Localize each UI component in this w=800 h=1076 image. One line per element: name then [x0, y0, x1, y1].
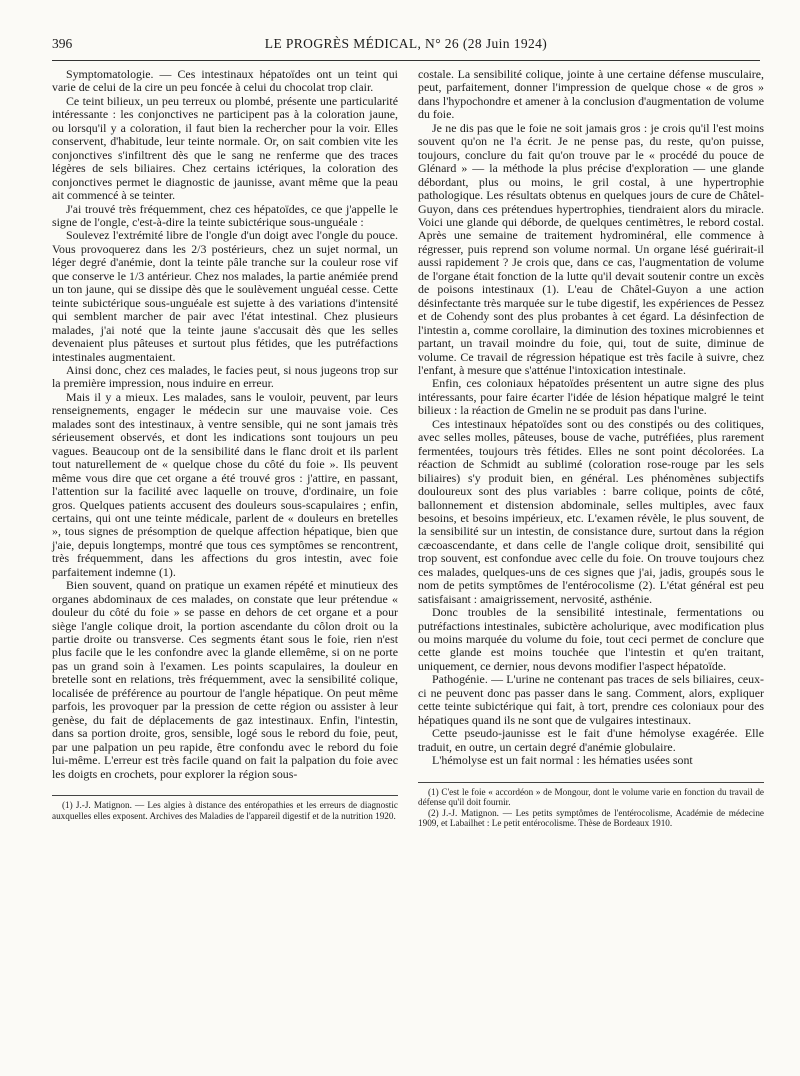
paragraph: L'hémolyse est un fait normal : les hématies usées sont	[432, 753, 693, 768]
paragraph: Bien souvent, quand on pratique un examen répété et minutieux des organes abdominaux de ces malades, on constate que leur prétendue « douleur du côté du foie » se passe en dehors de cet organe et a pour siège l'angle colique droit, la portion ascendante du côlon droit ou la partie droite ou transverse. Ces segments étant sous le foie, rien n'est plus facile que le les confondre avec la glande ellemême, si on ne porte pas un grand soin à l'examen. Les points scapulaires, la douleur en bretelle sont en relations, très fréquemment, avec la sensibilité colique, localisée de préférence au pourtour de l'angle hépatique. On peut même parfois, les provoquer par la pression de cette région ou assister à leur genèse, du fait de déplacements de gaz intestinaux. Enfin, l'intestin, dans sa portion droite, gros, sensible, logé sous le rebord du foie, peut, par une palpation un peu rapide, être confondu avec le rebord du foie lui-même. L'erreur est très facile quand on fait la palpation du foie avec les doigts en crochets, pour explorer la région sous-	[52, 578, 398, 781]
paragraph: Ainsi donc, chez ces malades, le facies peut, si nous jugeons trop sur la première impression, nous induire en erreur.	[52, 362, 398, 391]
paragraph: Enfin, ces coloniaux hépatoïdes présentent un autre signe des plus intéressants, pour faire écarter l'idée de lésion hépatique malgré le teint bilieux : la réaction de Gmelin ne se produit pas dans l'urine.	[418, 376, 764, 418]
right-column	[418, 68, 764, 829]
paragraph: J'ai trouvé très fréquemment, chez ces hépatoïdes, ce que j'appelle le signe de l'ongle, c'est-à-dire la teinte subictérique sous-unguéale :	[52, 201, 398, 229]
paragraph: Symptomatologie. — Ces intestinaux hépatoïdes ont un teint qui varie de celui de la cire un peu foncée à celui du chocolat trop clair.	[52, 67, 398, 95]
running-title: LE PROGRÈS MÉDICAL, N° 26 (28 Juin 1924)	[264, 36, 548, 51]
paragraph: Donc troubles de la sensibilité intestinale, fermentations ou putréfactions intestinales, subictère acholurique, avec modification plus ou moins marquée du volume du foie, tout ceci permet de conclure que cette glande est moins touchée que l'intestin et qu'en traitant, uniquement, ce dernier, nous devons modifier l'aspect hépatoïde.	[418, 605, 764, 673]
header-rule	[52, 60, 760, 61]
footnote: (2) J.-J. Matignon. — Les petits symptômes de l'entérocolisme, Académie de médecine 1909, et Labailhet : Le petit entérocolisme. Thèse de Bordeaux 1910.	[418, 807, 764, 829]
article-body	[52, 68, 764, 829]
footnote: (1) C'est le foie « accordéon » de Mongour, dont le volume varie en fonction du travail de défense qu'il doit fournir.	[418, 786, 764, 808]
footnotes	[52, 795, 398, 821]
left-column	[52, 68, 398, 829]
paragraph: Ces intestinaux hépatoïdes sont ou des constipés ou des colitiques, avec selles molles, pâteuses, bouse de vache, putréfiées, plus rarement fermentées, toujours très fétides. Elles ne sont point décolorées. La réaction de Schmidt au sublimé (coloration rose-rouge par les sels biliaires) s'y produit bien, en général. Les phénomènes subjectifs douloureux sont des plus variables : barre colique, points de côté, ballonnement et distension abdominale, selles multiples, avec faux besoins, et besoins impérieux, etc. L'examen révèle, le plus souvent, de la sensibilité sur un intestin, de consistance dure, surtout dans la région cæcoascendante, et dans celle de l'angle colique droit, sensibilité qui trop souvent, est confondue avec celle du foie. On trouve toujours chez ces malades, quelques-uns de ces signes que j'ai, jadis, groupés sous le nom de petits symptômes de l'entérocolisme (2). L'état général est peu satisfaisant : amaigrissement, nervosité, asthénie.	[418, 416, 764, 606]
page-number: 396	[52, 36, 73, 51]
paragraph: costale. La sensibilité colique, jointe à une certaine défense musculaire, peut, parfaitement, donner l'impression de quelque chose « de gros » dans l'hypochondre et amener à la conclusion d'augmentation de volume du foie.	[418, 67, 764, 122]
paragraph: Pathogénie. — L'urine ne contenant pas traces de sels biliaires, ceux-ci ne peuvent donc pas passer dans le sang. Comment, alors, expliquer cette teinte subictérique qui fait, à tort, prendre ces coloniaux pour des hépatiques quand ils ne sont que de vulgaires intestinaux.	[418, 672, 764, 727]
paragraph: Soulevez l'extrémité libre de l'ongle d'un doigt avec l'ongle du pouce. Vous provoquerez dans les 2/3 postérieurs, chez un sujet normal, un léger degré d'anémie, dont la teinte pâle tranche sur la couleur rose vif que conserve le 1/3 antérieur. Chez nos malades, la partie anémiée prend un ton jaune, qui se dissipe dès que le soulèvement unguéal cesse. Cette teinte subictérique sous-unguéale est sujette à des variations d'intensité qui semblent marcher de pair avec l'état intestinal. Chez plusieurs malades, j'ai noté que la teinte jaune s'accusait dès que les selles devenaient plus pâteuses et surtout plus fétides, que les putréfactions intestinales augmentaient.	[52, 228, 398, 364]
paragraph: Ce teint bilieux, un peu terreux ou plombé, présente une particularité intéressante : les conjonctives ne participent pas à la coloration jaune, ou lorsqu'il y a coloration, il faut bien la rechercher pour la voir. Elles conservent, d'habitude, leur teinte normale. Or, on sait combien vite les conjonctives s'infiltrent dès que le sang ne renferme que des traces légères de sels biliaires. Chez certains ictériques, la coloration des conjonctives permet le diagnostic de jaunisse, avant même que la peau ait commencé à se teinter.	[52, 93, 398, 203]
page-header	[52, 34, 760, 56]
paragraph: Cette pseudo-jaunisse est le fait d'une hémolyse exagérée. Elle traduit, en outre, un certain degré d'anémie globulaire.	[418, 726, 764, 754]
footnote: (1) J.-J. Matignon. — Les algies à distance des entéropathies et les erreurs de diagnostic auxquelles elles exposent. Archives des Maladies de l'appareil digestif et de la nutrition 1920.	[52, 800, 398, 821]
paragraph: Je ne dis pas que le foie ne soit jamais gros : je crois qu'il l'est moins souvent qu'on ne l'a écrit. Je ne pense pas, du reste, qu'on puisse, toujours, conclure du fait qu'on trouve par le « procédé du pouce de Glénard » — la méthode la plus précise d'exploration — une glande débordant, plus ou moins, le gril costal, à une hypertrophie pathologique. Les résultats obtenus en quelques jours de cure de Châtel-Guyon, dans ces prétendues hypertrophies, tiendraient alors du miracle. Voici une glande qui déborde, de quelques centimètres, le rebord costal. Après une semaine de traitement hydrominéral, elle commence à régresser, puis reprend son volume normal. Un organe lésé guérirait-il aussi rapidement ? Je crois que, dans ce cas, l'augmentation de volume de l'organe était fonction de la lutte qu'il devait soutenir contre un excès de poisons intestinaux (1). L'eau de Châtel-Guyon a une action désinfectante très marquée sur le tube digestif, les expériences de Pessez et de Cohendy sont des plus probantes à cet égard. La désinfection de l'intestin a, comme corollaire, la diminution des toxines microbiennes et partant, un travail moindre du foie, qui, tout de suite, diminue de volume. Ce travail de régression hépatique est très facile à suivre, chez l'enfant, à mesure que s'atténue l'intoxication intestinale.	[418, 120, 764, 377]
footnotes	[418, 782, 764, 829]
paragraph: Mais il y a mieux. Les malades, sans le vouloir, peuvent, par leurs renseignements, engager le médecin sur une mauvaise voie. Ces malades sont des intestinaux, à ventre sensible, qui ne sont jamais très sérieusement observés, et dont les indications sont toujours un peu vagues. Beaucoup ont de la sensibilité dans le flanc droit et ils parlent tout naturellement de « quelque chose du côté du foie ». Ils peuvent même vous dire que cet organe a été trouvé gros : j'attire, en passant, l'attention sur la facilité avec laquelle on trouve, d'ordinaire, un foie gros. Quelques patients accusent des douleurs sous-scapulaires ; enfin, certains, qui ont une teinte médicale, parlent de « douleurs en bretelles », tous signes de présomption de quelque affection hépatique, bien que j'aie, depuis longtemps, montré que tous ces symptômes se rencontrent, très fréquemment, dans les affections du gros intestin, avec foie parfaitement indemne (1).	[52, 389, 398, 579]
